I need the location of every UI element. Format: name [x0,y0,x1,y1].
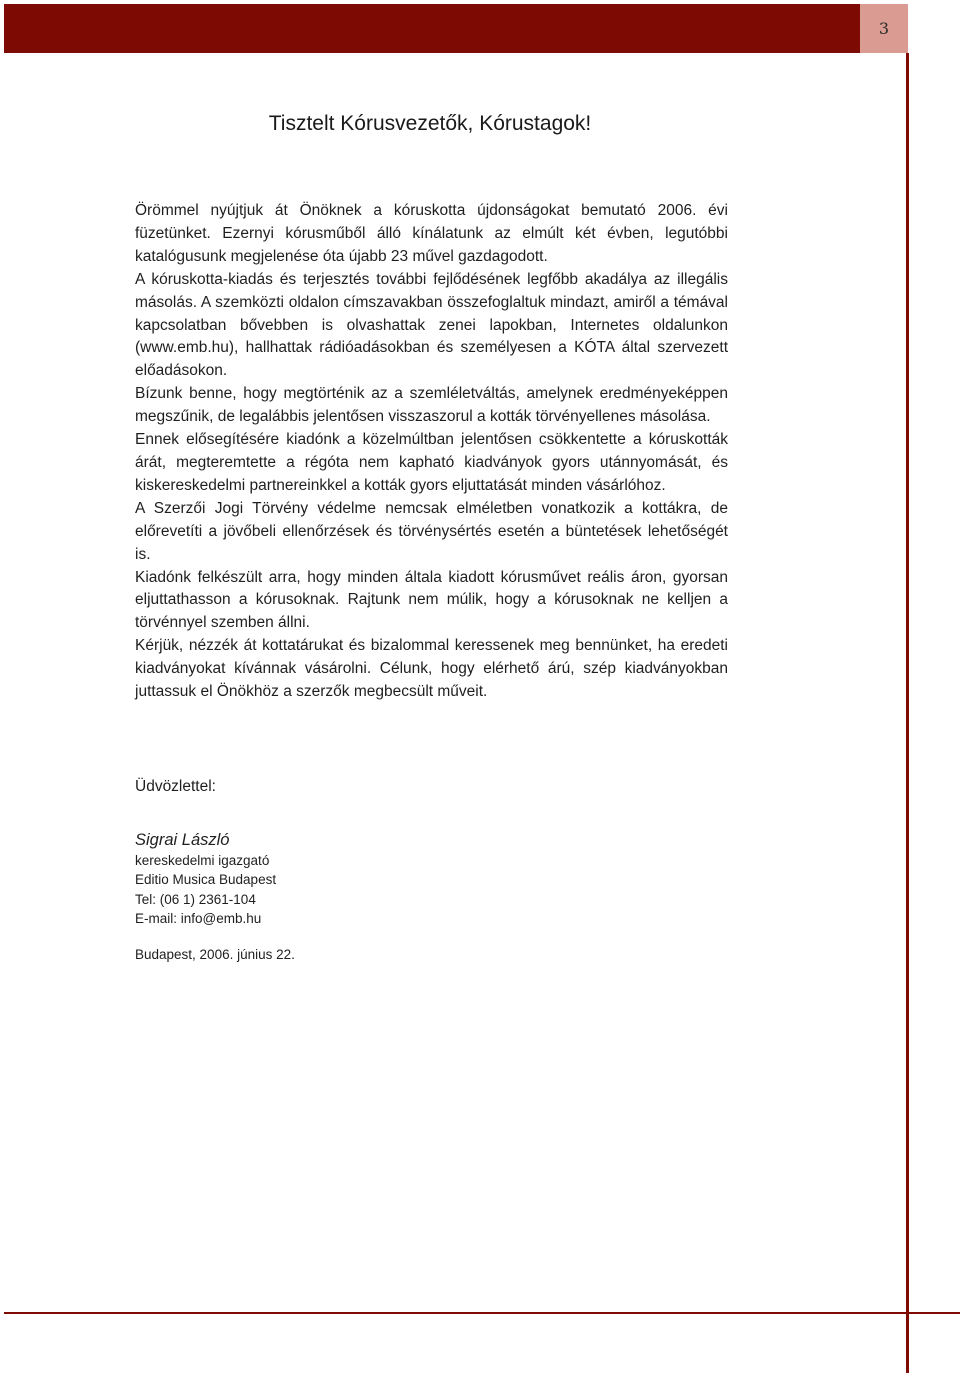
paragraph: Kérjük, nézzék át kottatárukat és bizalommal keressenek meg bennünket, ha eredeti kiadványokat kívánnak vásárolni. Célunk, hogy elérhető árú, szép kiadványokban juttassuk el Önökhöz a szerzők megbecsült műveit. [135,637,728,701]
letter-body [135,200,728,704]
paragraph: Kiadónk felkészült arra, hogy minden általa kiadott kórusművet reális áron, gyorsan eljuttathasson a kórusoknak. Rajtunk nem múlik, hogy a kórusoknak ne kelljen a törvénnyel szemben állni. [135,568,728,632]
paragraph: A Szerzői Jogi Törvény védelme nemcsak elméletben vonatkozik a kottákra, de előrevetíti a jövőbeli ellenőrzések és törvénysértés esetén a büntetések lehetőségét is. [135,499,728,563]
greeting: Üdvözlettel: [135,778,216,795]
letter-title: Tisztelt Kórusvezetők, Kórustagok! [268,112,592,135]
signature-phone: Tel: (06 1) 2361-104 [135,891,256,907]
page-number-tab [860,4,908,53]
right-border-line [906,53,909,1373]
signature-name: Sigrai László [135,831,230,849]
signature-email: E-mail: info@emb.hu [135,910,262,926]
paragraph: A kóruskotta-kiadás és terjesztés további fejlődésének legfőbb akadálya az illegális másolás. A szemközti oldalon címszavakban összefoglaltuk mindazt, amiről a témával kapcsolatban bővebben is olvashattak zenei lapokban, Internetes oldalunkon (www.emb.hu), hallhattak rádióadásokban és személyesen a KÓTA által szervezett előadásokon. [135,270,728,380]
paragraph: Örömmel nyújtjuk át Önöknek a kóruskotta újdonságokat bemutató 2006. évi füzetünket. Ezernyi kórusműből álló kínálatunk az elmúlt két évben, legutóbbi katalógusunk megjelenése óta újabb 23 művel gazdagodott. [135,202,728,265]
signature-company: Editio Musica Budapest [135,872,277,888]
page-number: 3 [878,19,890,38]
paragraph: Bízunk benne, hogy megtörténik az a szemléletváltás, amelynek eredményeképpen megszűnik, de legalábbis jelentősen visszaszorul a kották törvényellenes másolása. [135,385,728,426]
signature-block [135,829,276,928]
paragraph: Ennek elősegítésére kiadónk a közelmúltban jelentősen csökkentette a kóruskották árát, megteremtette a régóta nem kapható kiadványok gyors utánnyomását, és kiskereskedelmi partnereinkkel a kották gyors eljuttatását minden vásárlóhoz. [135,431,728,494]
signature-role: kereskedelmi igazgató [135,853,270,868]
header-bar [4,4,860,53]
bottom-border-line [4,1312,960,1314]
letter-date: Budapest, 2006. június 22. [135,947,295,962]
